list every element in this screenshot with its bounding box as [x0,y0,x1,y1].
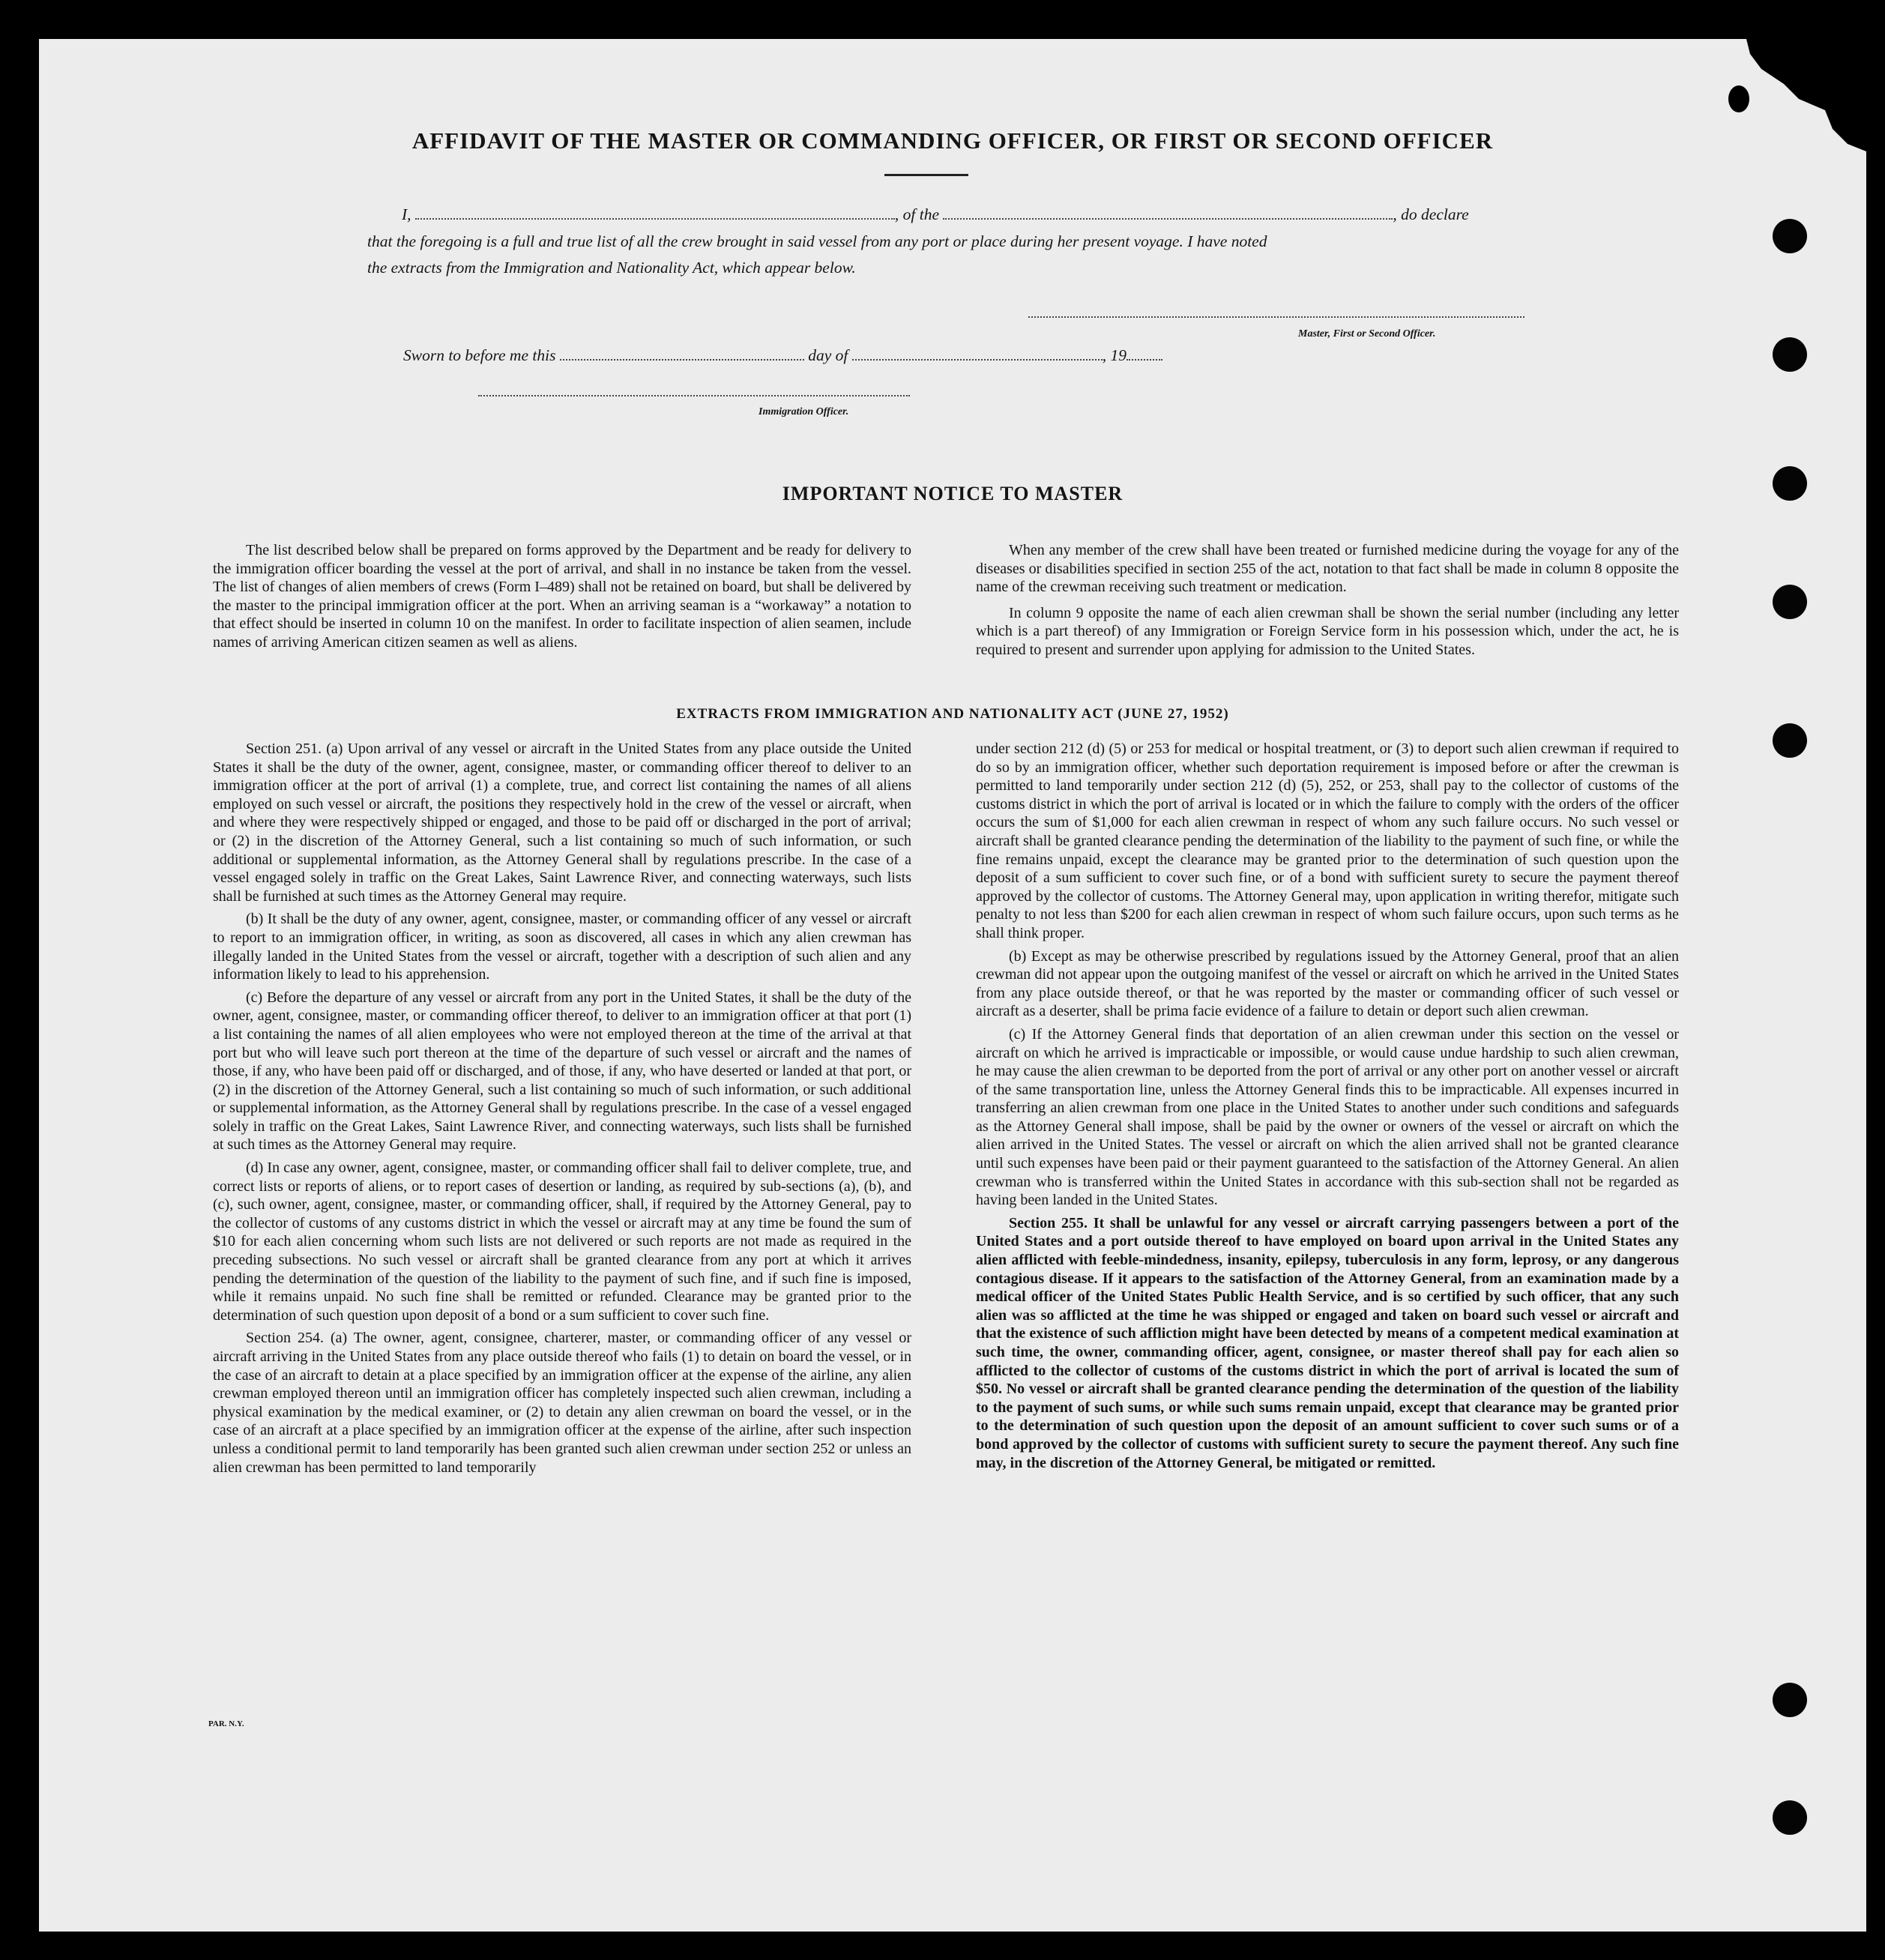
extracts-right-column [976,740,1679,1477]
section-255: Section 255. It shall be unlawful for any vessel or aircraft carrying passengers between a port of the United States and a port outside thereof to have employed on board upon arrival in the United States any alien afflicted with feeble-mindedness, insanity, epilepsy, tuberculosis in any form, leprosy, or any dangerous contagious disease. If it appears to the satisfaction of the Attorney General, from an examination made by a medical officer of the United States Public Health Service, and is so certified by such officer, that any such alien was so afflicted at the time he was shipped or engaged and taken on board such vessel or aircraft and that the existence of such affliction might have been detected by means of a competent medical examination at such time, the owner, commanding officer, agent, consignee, or master thereof shall pay for each alien so afflicted to the collector of customs of the customs district in which the port of arrival is located the sum of $50. No vessel or aircraft shall be granted clearance pending the determination of the question of the liability to the payment of such sums, or while such sums remain unpaid, except that clearance may be granted prior to the determination of such question upon the deposit of an amount sufficient to cover such sums or of a bond approved by the collector of customs with sufficient surety to secure the payment thereof. Any such fine may, in the discretion of the Attorney General, be mitigated or remitted. [976,1214,1679,1471]
printer-code: PAR. N.Y. [208,1719,244,1728]
declaration-line-2: that the foregoing is a full and true list of all the crew brought in said vessel from any port or place during her present voyage. I have noted [367,232,1267,250]
declarant-prefix: I, [402,205,411,223]
section-254-a: Section 254. (a) The owner, agent, consignee, charterer, master, or commanding officer of any vessel or aircraft arriving in the United States from any place outside thereof who fails (1) to detain on board the vessel, or in the case of an aircraft to detain at a place specified by an immigration officer at the expense of the airline, any alien crewman employed thereon until an immigration officer has completely inspected such alien crewman, including a physical examination by the medical examiner, or (2) to detain any alien crewman on board the vessel, or in the case of an aircraft at a place specified by an immigration officer at the expense of the airline, after such inspection unless a conditional permit to land temporarily has been granted such alien crewman under section 252 or unless an alien crewman has been permitted to land temporarily [213,1330,911,1476]
section-251-b: (b) It shall be the duty of any owner, agent, consignee, master, or commanding officer of any vessel or aircraft to report to an immigration officer, in writing, as soon as discovered, all cases in which any alien crewman has illegally landed in the United States from the vessel or aircraft, together with a description of such alien and any information likely to lead to his apprehension. [213,911,911,983]
extracts-title: EXTRACTS FROM IMMIGRATION AND NATIONALITY ACT (JUNE 27, 1952) [676,706,1229,722]
punch-hole [1773,585,1807,619]
notice-right-column [976,541,1679,664]
officer-signature-line[interactable] [478,395,910,396]
section-254-a-continued: under section 212 (d) (5) or 253 for medical or hospital treatment, or (3) to deport such alien crewman if required to do so by an immigration officer, whether such deportation requirement is imposed before or after the crewman is permitted to land temporarily under section 212 (d) (5), 252, or 253, shall pay to the collector of customs of the customs district in which the port of arrival is located or in which the failure to comply with the orders of the officer occurs the sum of $1,000 for each alien crewman in respect of whom any such failure occurs. No such vessel or aircraft shall be granted clearance pending the determination of the liability to the payment of such fine, or while the fine remains unpaid, except the clearance may be granted prior to the determination of such question upon the deposit of a sum sufficient to cover such fine, or of a bond with sufficient surety to secure the payment thereof approved by the collector of customs. The Attorney General may, upon application in writing therefor, mitigate such penalty to not less than $200 for each alien crewman in respect of whom such failure occurs, upon such terms as he shall think proper. [976,741,1679,941]
do-declare-text: , do declare [1393,205,1469,223]
declaration-line-1 [402,205,1469,224]
sworn-prefix: Sworn to before me this [403,346,556,364]
section-251-c: (c) Before the departure of any vessel or aircraft from any port in the United States, it shall be the duty of the owner, agent, consignee, master, or commanding officer thereof, to deliver to an immigration officer at that port (1) a list containing the names of all alien employees who were not employed thereon at the time of the arrival at that port but who will leave such port thereon at the time of the departure of such vessel or aircraft and the names of those, if any, who have been paid off or discharged, and of those, if any, who have deserted or landed at that port, or (2) in the discretion of the Attorney General, such a list containing so much of such information, or such additional or supplemental information, as the Attorney General shall by regulations prescribe. In the case of a vessel engaged solely in traffic on the Great Lakes, Saint Lawrence River, and connecting waterways, such lists shall be furnished at such times as the Attorney General may require. [213,989,911,1154]
section-251-a: Section 251. (a) Upon arrival of any vessel or aircraft in the United States from any place outside the United States it shall be the duty of the owner, agent, consignee, master, or commanding officer thereof to deliver to an immigration officer at the port of arrival (1) a complete, true, and correct list containing the names of all aliens employed on such vessel or aircraft, the positions they respectively hold in the crew of the vessel or aircraft, when and where they were respectively shipped or engaged, and those to be paid off or discharged in the port of arrival; or (2) in the discretion of the Attorney General, such a list containing so much of such information, or such additional or supplemental information, as the Attorney General shall by regulations prescribe. In the case of a vessel engaged solely in traffic on the Great Lakes, Saint Lawrence River, and connecting waterways, such lists shall be furnished at such times as the Attorney General may require. [213,741,911,905]
document-page [39,39,1866,1932]
year-prefix: , 19 [1102,346,1127,364]
extracts-left-column [213,740,911,1481]
title-divider [884,174,968,176]
notice-title: IMPORTANT NOTICE TO MASTER [782,483,1124,504]
notice-left-column [213,541,911,657]
notice-right-paragraph-2: In column 9 opposite the name of each alien crewman shall be shown the serial number (including any letter which is a part thereof) of any Immigration or Foreign Service form in his possession which, under the act, he is required to present and surrender upon applying for admission to the United States. [976,604,1679,658]
sworn-day-field[interactable] [560,347,804,361]
vessel-name-field[interactable] [943,206,1393,220]
master-signature-line[interactable] [1028,316,1524,318]
sworn-year-field[interactable] [1127,347,1162,361]
sworn-line [403,346,1162,365]
punch-hole [1773,1683,1807,1717]
section-254-b: (b) Except as may be otherwise prescribed by regulations issued by the Attorney General, proof that an alien crewman did not appear upon the outgoing manifest of the vessel or aircraft on which he arrived in the United States from any place outside thereof, or that he was reported by the master or commanding officer of such vessel or aircraft as a deserter, shall be prima facie evidence of a failure to detain or deport such alien crewman. [976,947,1679,1020]
of-the-text: , of the [894,205,940,223]
punch-hole [1773,723,1807,758]
declarant-name-field[interactable] [415,206,895,220]
notice-left-paragraph: The list described below shall be prepared on forms approved by the Department and be ready for delivery to the immigration officer boarding the vessel at the port of arrival, and shall in no instance be taken from the vessel. The list of changes of alien members of crews (Form I–489) shall not be retained on board, but shall be delivered by the master to the principal immigration officer at the port. When an arriving seaman is a “workaway” a notation to that effect should be inserted in column 10 on the manifest. In order to facilitate inspection of alien seamen, include names of arriving American citizen seamen as well as aliens. [213,542,911,651]
master-signature-label: Master, First or Second Officer. [1298,328,1436,340]
section-254-c: (c) If the Attorney General finds that deportation of an alien crewman under this section on the vessel or aircraft on which he arrived is impracticable or impossible, or would cause undue hardship to such alien crewman, he may cause the alien crewman to be deported from the port of arrival or any other port on another vessel or aircraft of the same transportation line, unless the Attorney General finds this to be impracticable. All expenses incurred in transferring an alien crewman from one place in the United States to another under such conditions and safeguards as the Attorney General shall impose, shall be paid by the owner or owners of the vessel or aircraft on which the alien arrived in the United States. The vessel or aircraft on which the alien arrived shall not be granted clearance until such expenses have been paid or their payment guaranteed to the satisfaction of the Attorney General. An alien crewman who is transferred within the United States in accordance with this sub-section shall not be regarded as having been landed in the United States. [976,1025,1679,1209]
sworn-month-field[interactable] [852,347,1103,361]
punch-hole [1773,1800,1807,1835]
section-251-d: (d) In case any owner, agent, consignee, master, or commanding officer shall fail to deliver complete, true, and correct lists or reports of aliens, or to report cases of desertion or landing, as required by sub-sections (a), (b), and (c), such owner, agent, consignee, master, or commanding officer, shall, if required by the Attorney General, pay to the collector of customs of any customs district in which the vessel or aircraft may at any time be found the sum of $10 for each alien concerning whom such lists are not delivered or such reports are not made as required in the preceding subsections. No such vessel or aircraft shall be granted clearance from any port at which it arrives pending the determination of the question of the liability to the payment of such fine, and if such fine is imposed, while it remains unpaid. No such fine shall be remitted or refunded. Clearance may be granted prior to the determination of such question upon deposit of a bond or a sum sufficient to cover such fine. [213,1160,911,1324]
punch-hole [1773,337,1807,372]
notice-right-paragraph-1: When any member of the crew shall have been treated or furnished medicine during the voyage for any of the diseases or disabilities specified in section 255 of the act, notation to that fact shall be made in column 8 opposite the name of the crewman receiving such treatment or medication. [976,542,1679,596]
officer-signature-label: Immigration Officer. [758,406,849,417]
punch-hole [1773,219,1807,253]
affidavit-title: AFFIDAVIT OF THE MASTER OR COMMANDING OFFICER, OR FIRST OR SECOND OFFICER [411,127,1494,154]
declaration-line-3: the extracts from the Immigration and Nationality Act, which appear below. [367,259,856,277]
day-of-text: day of [808,346,848,364]
